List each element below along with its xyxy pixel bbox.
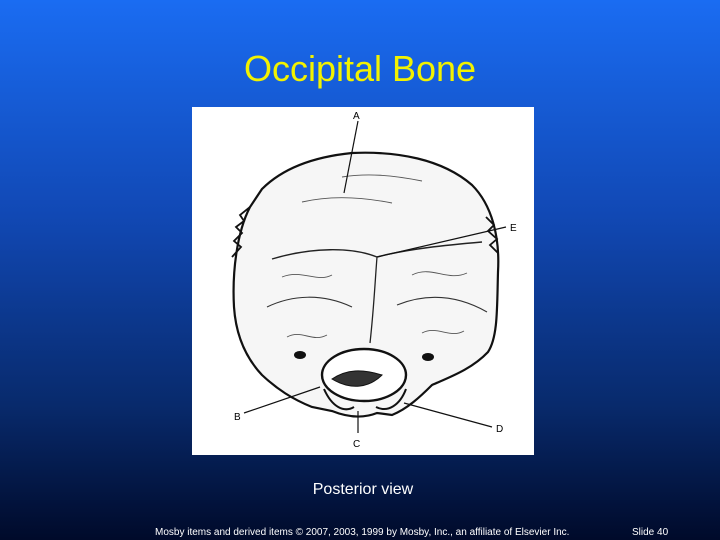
label-c: C [353, 439, 361, 450]
left-jugular-process [294, 351, 306, 359]
leader-line-d [404, 403, 492, 427]
slide-title: Occipital Bone [243, 48, 477, 89]
figure-caption: Posterior view [312, 481, 414, 498]
label-e: E [510, 223, 517, 234]
occipital-bone-drawing [192, 107, 534, 455]
slide-number: Slide 40 [632, 527, 669, 538]
label-a: A [353, 111, 360, 122]
occipital-bone-illustration [192, 107, 534, 455]
copyright-footer: Mosby items and derived items © 2007, 2003, 1999 by Mosby, Inc., an affiliate of Elsevier Inc. [155, 527, 570, 538]
label-b: B [234, 412, 241, 423]
right-jugular-process [422, 353, 434, 361]
label-d: D [496, 424, 504, 435]
